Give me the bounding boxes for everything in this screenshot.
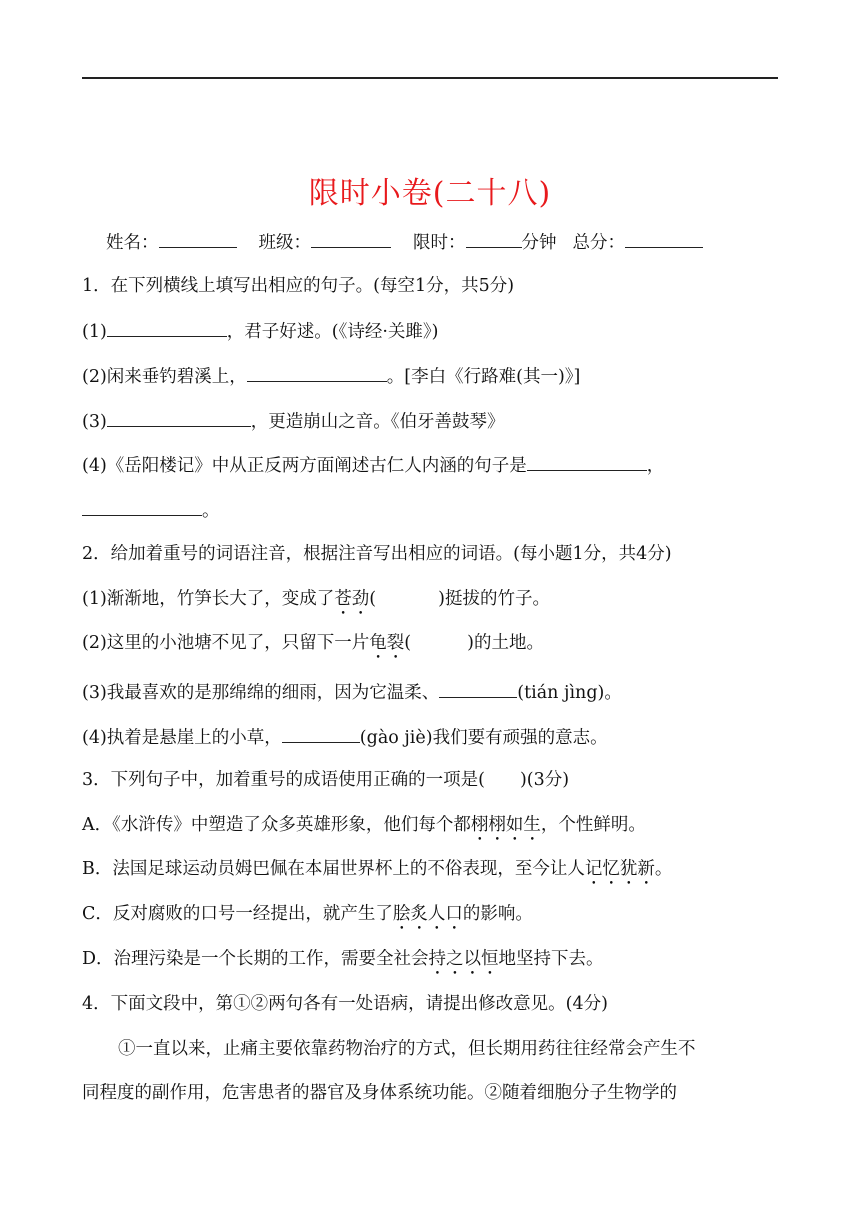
q3-option-a-emphasis: 栩栩如生 — [470, 815, 541, 835]
q1-item-1-text: ，君子好逑。(《诗经·关雎》) — [226, 322, 439, 342]
score-field[interactable] — [625, 229, 703, 248]
q3-option-a-text: A．《水浒传》中塑造了众多英雄形象，他们每个都 — [82, 815, 471, 835]
q3-option-a-tail: ，个性鲜明。 — [540, 815, 646, 835]
q3-option-c-tail: 的影响。 — [462, 904, 533, 924]
q1-item-1-number: (1) — [82, 322, 107, 342]
q1-item-2-source: 。[李白《行路难(其一)》] — [386, 367, 581, 387]
q1-item-4-comma: ， — [646, 456, 665, 476]
class-label: 班级： — [258, 233, 311, 253]
page-title: 限时小卷(二十八) — [308, 176, 552, 211]
q2-item-1-paren[interactable]: ( ) — [369, 589, 445, 609]
q2-item-1 — [82, 587, 550, 619]
q2-item-2-paren[interactable]: ( ) — [404, 633, 474, 653]
q1-item-2 — [82, 363, 580, 389]
q2-item-1-tail: 挺拔的竹子。 — [444, 589, 550, 609]
q1-item-1-blank[interactable] — [107, 318, 227, 337]
header-rule — [82, 77, 778, 79]
q1-item-2-blank[interactable] — [247, 363, 387, 382]
q3-option-a[interactable] — [82, 813, 646, 845]
q2-item-1-text: (1)渐渐地，竹笋长大了，变成了 — [82, 589, 335, 609]
student-info-row — [106, 229, 703, 255]
q2-item-4-text: (4)执着是悬崖上的小草， — [82, 728, 282, 748]
q3-stem: 3．下列句子中，加着重号的成语使用正确的一项是( )(3分) — [82, 770, 570, 790]
q2-stem: 2．给加着重号的词语注音，根据注音写出相应的词语。(每小题1分，共4分) — [82, 544, 672, 564]
q3-option-c-emphasis: 脍炙人口 — [392, 904, 463, 924]
q1-item-2-text: (2)闲来垂钓碧溪上， — [82, 367, 247, 387]
q3-option-b-text: B．法国足球运动员姆巴佩在本届世界杯上的不俗表现，至今让人 — [82, 859, 585, 879]
q4-passage-line-2: 同程度的副作用，危害患者的器官及身体系统功能。②随着细胞分子生物学的 — [82, 1083, 677, 1103]
q3-option-b[interactable] — [82, 857, 672, 889]
q4-stem: 4．下面文段中，第①②两句各有一处语病，请提出修改意见。(4分) — [82, 994, 608, 1014]
name-field[interactable] — [159, 229, 237, 248]
q2-item-2 — [82, 631, 544, 663]
q3-option-d-emphasis: 持之以恒 — [428, 949, 499, 969]
q3-option-c[interactable] — [82, 902, 533, 934]
q3-option-b-tail: 。 — [654, 859, 673, 879]
q3-option-d[interactable] — [82, 947, 604, 979]
q1-item-1 — [82, 318, 439, 344]
q1-item-4-text: (4)《岳阳楼记》中从正反两方面阐述古仁人内涵的句子是 — [82, 456, 527, 476]
q2-item-3 — [82, 679, 622, 705]
q4-passage-line-1: ①一直以来，止痛主要依靠药物治疗的方式，但长期用药往往经常会产生不 — [118, 1039, 696, 1059]
q2-item-2-emphasis: 龟裂 — [369, 633, 405, 653]
q2-item-3-blank[interactable] — [439, 679, 517, 698]
time-field[interactable] — [466, 229, 522, 248]
q2-item-4-pinyin: (gào jiè)我们要有顽强的意志。 — [359, 728, 608, 748]
q2-item-2-tail: 的土地。 — [473, 633, 544, 653]
q1-item-4-cont — [82, 497, 220, 523]
score-label: 总分： — [572, 233, 625, 253]
q2-item-2-text: (2)这里的小池塘不见了，只留下一片 — [82, 633, 370, 653]
class-field[interactable] — [311, 229, 391, 248]
q1-item-4-end: 。 — [202, 501, 220, 521]
q2-item-1-emphasis: 苍劲 — [334, 589, 370, 609]
q1-item-3 — [82, 408, 505, 434]
name-label: 姓名： — [106, 233, 159, 253]
q1-item-4-blank-b[interactable] — [82, 497, 202, 516]
q1-item-3-blank[interactable] — [107, 408, 251, 427]
time-label: 限时： — [413, 233, 466, 253]
q3-option-d-text: D．治理污染是一个长期的工作，需要全社会 — [82, 949, 429, 969]
q2-item-4 — [82, 724, 608, 750]
q1-item-3-number: (3) — [82, 412, 107, 432]
q2-item-3-text: (3)我最喜欢的是那绵绵的细雨，因为它温柔、 — [82, 683, 440, 703]
q1-item-4 — [82, 452, 664, 478]
q2-item-4-blank[interactable] — [282, 724, 360, 743]
q1-stem: 1．在下列横线上填写出相应的句子。(每空1分，共5分) — [82, 276, 515, 296]
q3-option-b-emphasis: 记忆犹新 — [584, 859, 655, 879]
q3-option-d-tail: 地坚持下去。 — [498, 949, 604, 969]
q1-item-4-blank-a[interactable] — [527, 452, 647, 471]
time-unit: 分钟 — [521, 233, 557, 253]
q1-item-3-text: ，更造崩山之音。《伯牙善鼓琴》 — [250, 412, 505, 432]
q3-option-c-text: C．反对腐败的口号一经提出，就产生了 — [82, 904, 393, 924]
q2-item-3-pinyin: (tián jìng)。 — [517, 683, 622, 703]
